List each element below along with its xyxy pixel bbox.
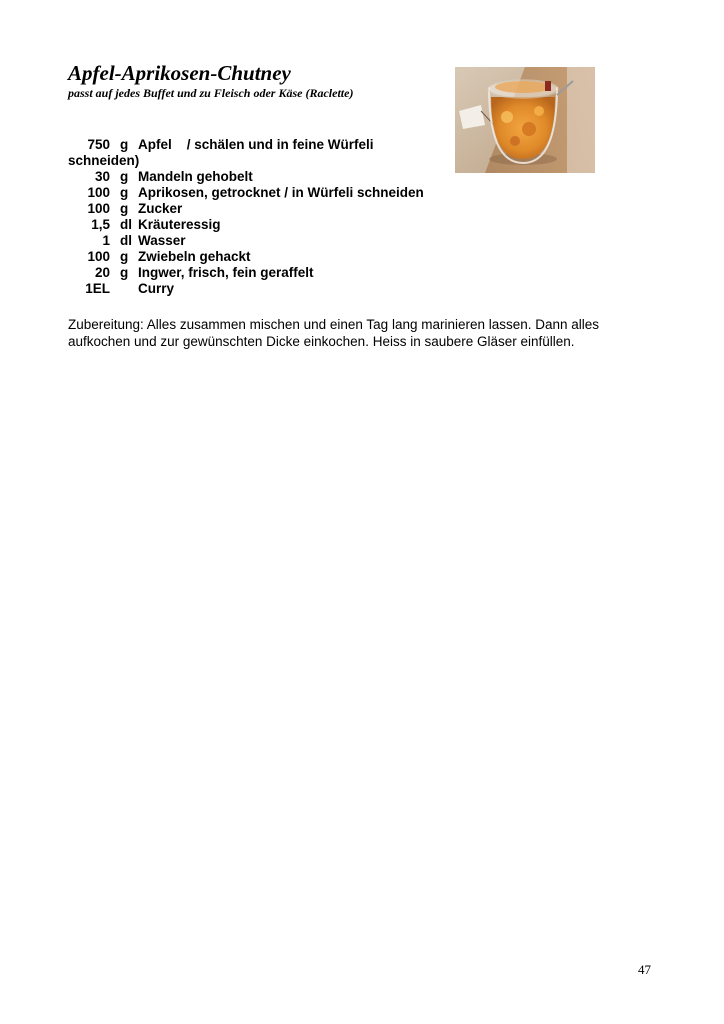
ingredient-quantity: 1 — [102, 233, 110, 248]
ingredient-unit: dl — [120, 233, 132, 248]
ingredient-unit: dl — [120, 217, 132, 232]
page-number: 47 — [638, 962, 651, 977]
preparation-text: Zubereitung: Alles zusammen mischen und einen Tag lang marinieren lassen. Dann alles aufkochen und zur gewünschten Dicke einkochen. Heiss in saubere Gläser einfüllen. — [68, 317, 600, 349]
ingredient-name: Wasser — [138, 233, 186, 248]
ingredient-row — [68, 233, 186, 249]
ingredient-row — [68, 217, 221, 233]
ingredient-name: Zucker — [138, 201, 183, 216]
ingredient-quantity: 1EL — [85, 281, 110, 296]
ingredient-continuation: schneiden) — [68, 153, 140, 168]
ingredient-list — [68, 137, 424, 297]
ingredient-unit: g — [120, 169, 129, 184]
recipe-subtitle: passt auf jedes Buffet und zu Fleisch oder Käse (Raclette) — [68, 86, 354, 100]
ingredient-row — [68, 137, 374, 153]
ingredient-unit: g — [120, 201, 129, 216]
ingredient-name: Zwiebeln gehackt — [138, 249, 251, 264]
ingredient-name: Aprikosen, getrocknet / in Würfeli schneiden — [138, 185, 424, 200]
ingredient-quantity: 30 — [94, 169, 110, 184]
ingredient-quantity: 100 — [87, 185, 110, 200]
ingredient-row — [68, 249, 251, 265]
ingredient-name: Kräuteressig — [138, 217, 221, 232]
ingredient-row — [68, 185, 424, 201]
ingredient-quantity: 750 — [87, 137, 110, 152]
ingredient-unit: g — [120, 185, 129, 200]
ingredient-name: Ingwer, frisch, fein geraffelt — [138, 265, 314, 280]
ingredient-name: Curry — [138, 281, 175, 296]
ingredient-quantity: 100 — [87, 249, 110, 264]
recipe-title: Apfel-Aprikosen-Chutney — [68, 61, 291, 85]
ingredient-row — [68, 201, 183, 217]
ingredient-unit: g — [120, 249, 129, 264]
ingredient-name: Mandeln gehobelt — [138, 169, 253, 184]
ingredient-row — [68, 281, 175, 297]
ingredient-unit: g — [120, 137, 129, 152]
ingredient-quantity: 20 — [94, 265, 110, 280]
ingredient-quantity: 1,5 — [91, 217, 110, 232]
ingredient-unit: g — [120, 265, 129, 280]
ingredient-row — [68, 169, 253, 185]
ingredient-row — [68, 265, 314, 281]
ingredient-quantity: 100 — [87, 201, 110, 216]
ingredient-name: Apfel / schälen und in feine Würfeli — [138, 137, 374, 152]
chutney-jar-photo — [455, 67, 595, 173]
